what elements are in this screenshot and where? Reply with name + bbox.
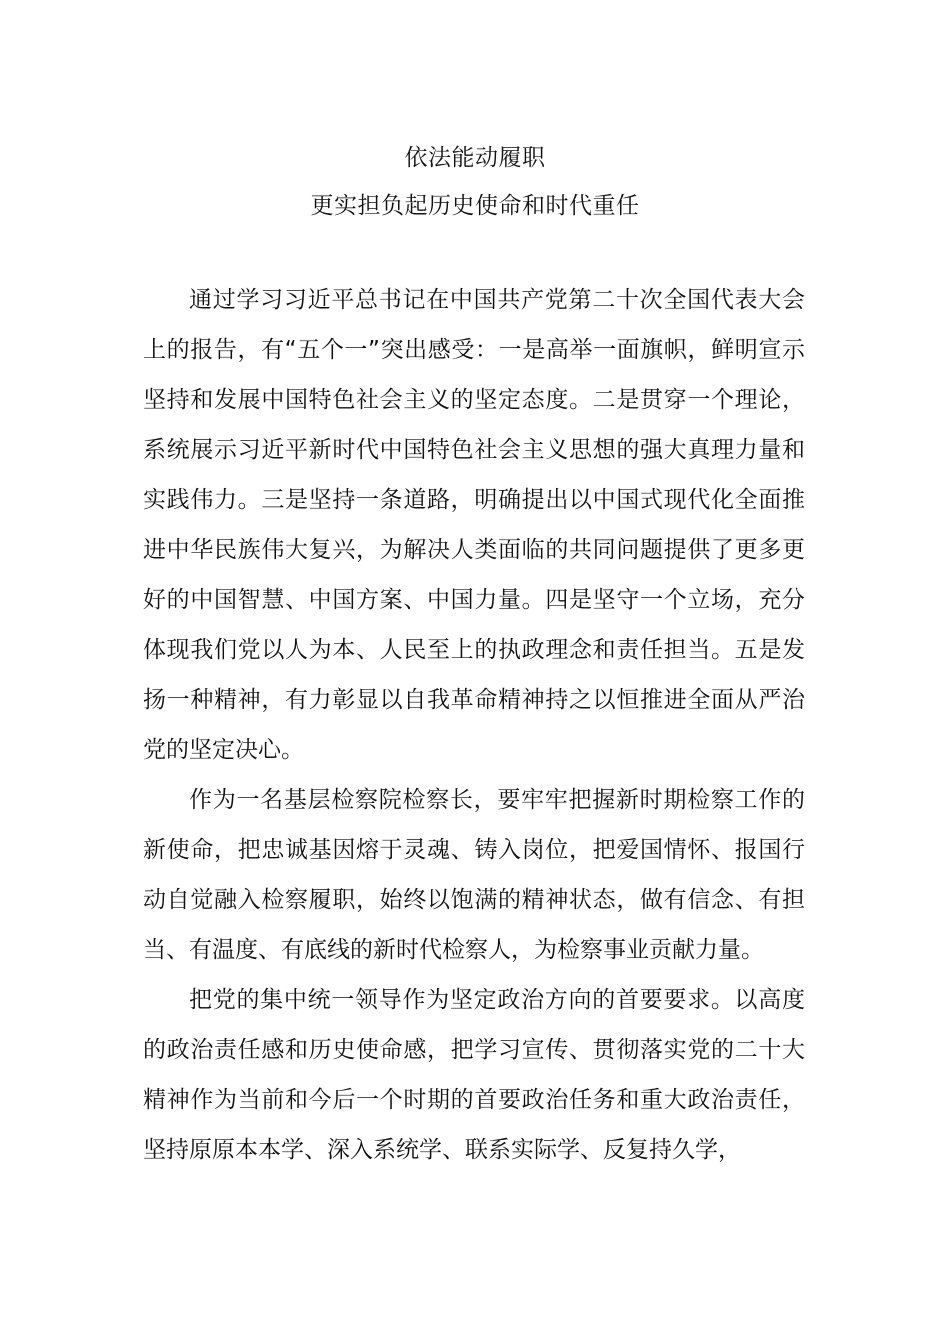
document-title: [0, 134, 950, 230]
paragraph-1: 通过学习习近平总书记在中国共产党第二十次全国代表大会上的报告，有“五个一”突出感受：一是高举一面旗帜，鲜明宣示坚持和发展中国特色社会主义的坚定态度。二是贯穿一个理论，系统展示习近平新时代中国特色社会主义思想的强大真理力量和实践伟力。三是坚持一条道路，明确提出以中国式现代化全面推进中华民族伟大复兴，为解决人类面临的共同问题提供了更多更好的中国智慧、中国方案、中国力量。四是坚守一个立场，充分体现我们党以人为本、人民至上的执政理念和责任担当。五是发扬一种精神，有力彰显以自我革命精神持之以恒推进全面从严治党的坚定决心。: [143, 287, 805, 763]
title-line-2: 更实担负起历史使命和时代重任: [310, 193, 640, 219]
document-body: [143, 275, 805, 1175]
title-line-1: 依法能动履职: [404, 145, 546, 171]
paragraph-3: 把党的集中统一领导作为坚定政治方向的首要要求。以高度的政治责任感和历史使命感，把学习宣传、贯彻落实党的二十大精神作为当前和今后一个时期的首要政治任务和重大政治责任，坚持原原本本学、深入系统学、联系实际学、反复持久学，: [143, 987, 805, 1163]
paragraph-2: 作为一名基层检察院检察长，要牢牢把握新时期检察工作的新使命，把忠诚基因熔于灵魂、铸入岗位，把爱国情怀、报国行动自觉融入检察履职，始终以饱满的精神状态，做有信念、有担当、有温度、有底线的新时代检察人，为检察事业贡献力量。: [143, 787, 805, 963]
